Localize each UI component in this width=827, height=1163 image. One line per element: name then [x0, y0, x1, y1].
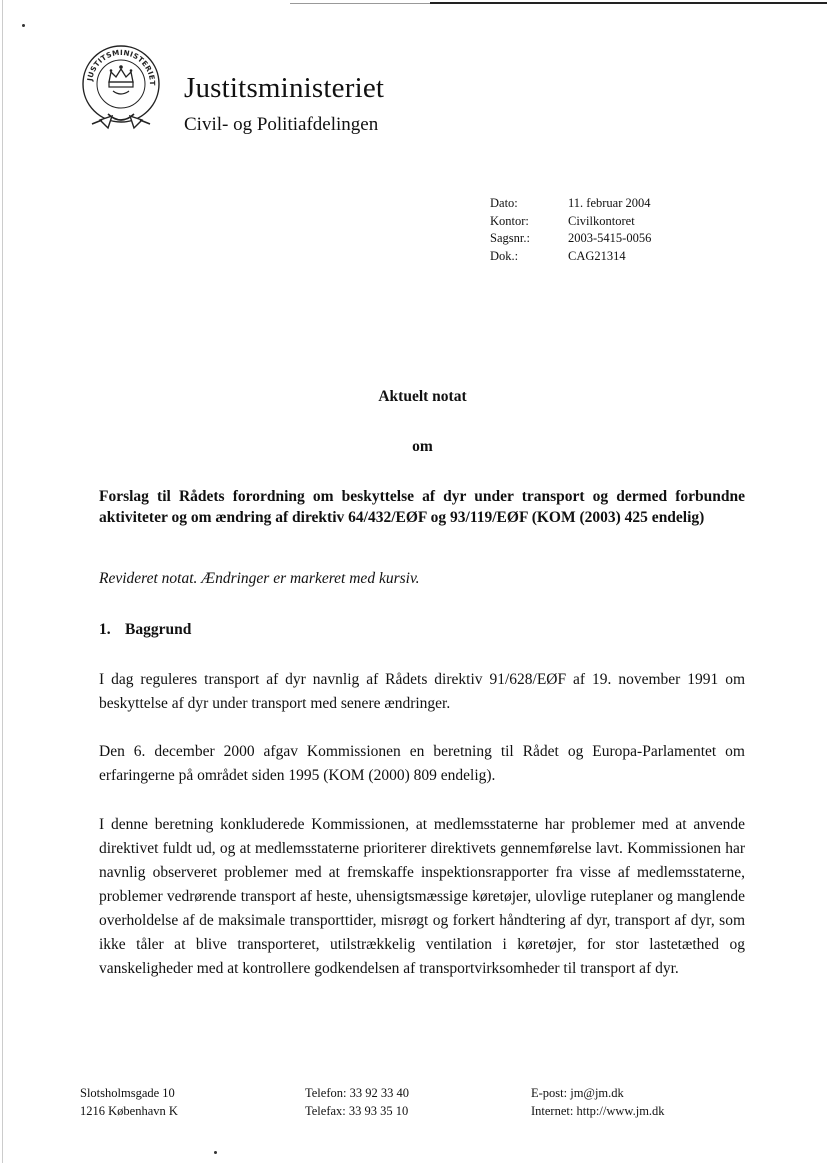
footer-phone — [305, 1084, 409, 1120]
section-heading — [99, 621, 191, 639]
scan-left-border — [2, 0, 3, 1163]
body-paragraph: I dag reguleres transport af dyr navnlig af Rådets direktiv 91/628/EØF af 19. november 1991 om beskyttelse af dyr under transport med senere ændringer. — [99, 671, 745, 712]
body-paragraph: Den 6. december 2000 afgav Kommissionen en beretning til Rådet og Europa-Parlamentet om erfaringerne på området siden 1995 (KOM (2000) 809 endelig). — [99, 743, 745, 784]
scan-top-border — [430, 2, 827, 4]
svg-text:JUSTITSMINISTERIET: JUSTITSMINISTERIET — [85, 47, 158, 86]
scan-speck — [214, 1151, 217, 1154]
footer-address — [80, 1084, 178, 1120]
document-label: Dok.: — [490, 248, 519, 263]
document-title: Aktuelt notat — [378, 388, 467, 405]
meta-row-case-number — [490, 230, 651, 248]
scan-speck — [22, 24, 25, 27]
website-address: Internet: http://www.jm.dk — [531, 1104, 665, 1118]
document-subject: Forslag til Rådets forordning om beskyttelse af dyr under transport og dermed forbundne aktiviteter og om ændring af direktiv 64/432/EØF og 93/119/EØF (KOM (2003) 425 endelig) — [99, 488, 745, 526]
ministry-name: Justitsministeriet — [184, 72, 385, 104]
meta-row-document — [490, 248, 651, 266]
address-street: Slotsholmsgade 10 — [80, 1086, 175, 1100]
case-number-value: 2003-5415-0056 — [568, 231, 652, 245]
section-title: Baggrund — [125, 621, 192, 638]
date-value: 11. februar 2004 — [568, 196, 651, 210]
case-number-label: Sagsnr.: — [490, 231, 530, 245]
document-value: CAG21314 — [568, 248, 626, 263]
section-number: 1. — [99, 621, 111, 638]
ministry-seal-logo — [78, 42, 164, 134]
scan-edge-line — [290, 3, 430, 4]
fax-number: Telefax: 33 93 35 10 — [305, 1104, 409, 1118]
meta-row-office — [490, 213, 651, 231]
footer-contact — [531, 1084, 665, 1120]
document-title-om: om — [412, 438, 433, 455]
office-value: Civilkontoret — [568, 213, 635, 228]
document-metadata — [490, 195, 651, 265]
office-label: Kontor: — [490, 213, 529, 228]
revised-note: Revideret notat. Ændringer er markeret med kursiv. — [99, 570, 420, 587]
meta-row-date — [490, 195, 651, 213]
phone-number: Telefon: 33 92 33 40 — [305, 1086, 409, 1100]
email-address: E-post: jm@jm.dk — [531, 1086, 624, 1100]
department-name: Civil- og Politiafdelingen — [184, 114, 379, 135]
body-paragraph: I denne beretning konkluderede Kommissionen, at medlemsstaterne har problemer med at anvende direktivet fuldt ud, og at medlemsstaterne prioriterer direktivets gennemførelse lavt. Kommissionen har navnlig observeret problemer med at fremskaffe inspektionsrapporter fra visse af medlemsstaterne, problemer vedrørende transport af heste, uhensigtsmæssige køretøjer, ulovlige ruteplaner og manglende overholdelse af de maksimale transporttider, misrøgt og forkert håndtering af dyr, transport af dyr, som ikke tåler at blive transporteret, utilstrækkelig ventilation i køretøjer, for stor lastetæthed og vanskeligheder med at kontrollere godkendelsen af transportvirksomheder til transport af dyr. — [99, 816, 745, 977]
address-city: 1216 København K — [80, 1104, 178, 1118]
date-label: Dato: — [490, 196, 518, 210]
